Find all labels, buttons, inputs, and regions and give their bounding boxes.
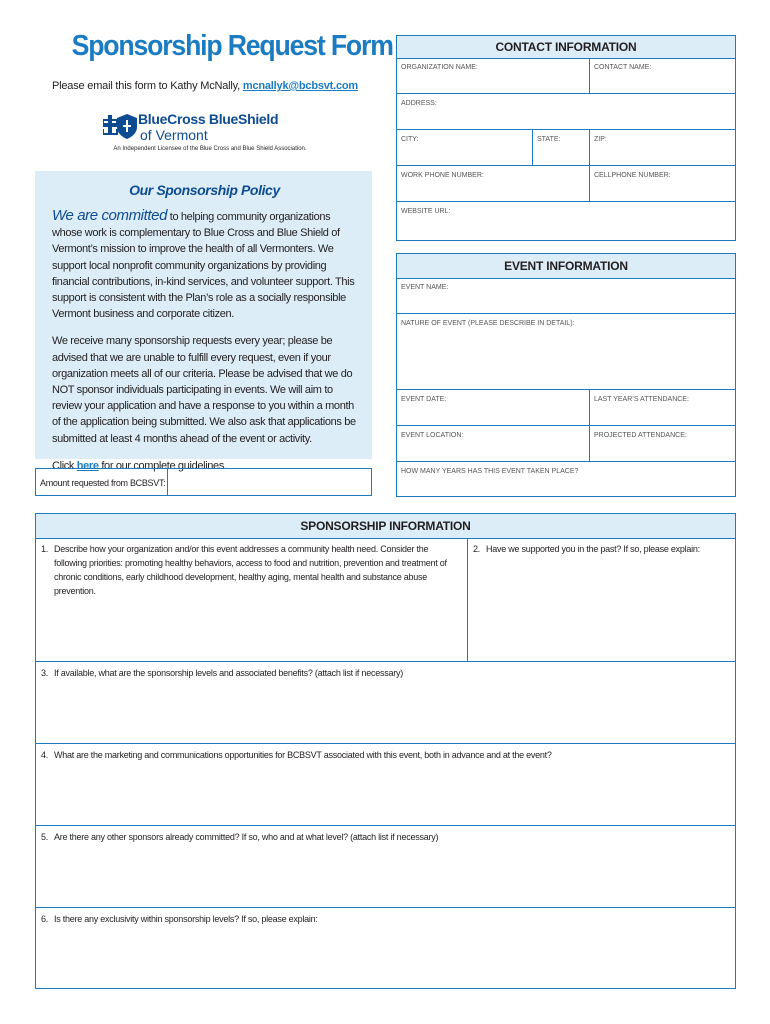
guidelines-text-after: for our complete guidelines. bbox=[98, 459, 227, 472]
sponsorship-policy-panel bbox=[35, 171, 372, 472]
question-2-text: Have we supported you in the past? If so, please explain: bbox=[486, 544, 700, 554]
question-4 bbox=[41, 748, 735, 762]
question-1 bbox=[41, 542, 455, 598]
policy-paragraph-1 bbox=[52, 208, 357, 322]
email-link[interactable]: mcnallyk@bcbsvt.com bbox=[242, 80, 359, 92]
form-title: Sponsorship Request Form bbox=[71, 30, 393, 62]
question-4-number: 4. bbox=[41, 750, 49, 760]
policy-paragraph-2: We receive many sponsorship requests every year; please be advised that we are unable to fulfill every request, even if your organization meets all of our criteria. Please be advised that we do NOT sponsor individuals participating in events. We will aim to review your application and have a response to you within a month of the application being submitted. We also ask that applications be submitted at least 4 months ahead of the event or activity. bbox=[52, 335, 356, 445]
question-3-number: 3. bbox=[41, 668, 49, 678]
policy-text-1: to helping community organizations whose work is complementary to Blue Cross and Blue Shield of Vermont’s mission to improve the health of all Vermonters. We support local nonprofit community organizations by providing financial contributions, in-kind services, and volunteer support. This support is consistent with the Plan’s role as a socially responsible Vermont business and corporate citizen. bbox=[52, 211, 355, 321]
event-date-field[interactable]: EVENT DATE: bbox=[397, 390, 590, 426]
question-5-field[interactable] bbox=[36, 826, 735, 908]
question-6-text: Is there any exclusivity within sponsorship levels? If so, please explain: bbox=[54, 914, 318, 924]
question-4-field[interactable] bbox=[36, 744, 735, 826]
cellphone-field[interactable]: CELLPHONE NUMBER: bbox=[590, 166, 735, 202]
address-field[interactable]: ADDRESS: bbox=[397, 94, 735, 130]
question-4-text: What are the marketing and communications opportunities for BCBSVT associated with this event, both in advance and at the event? bbox=[54, 750, 552, 760]
city-field[interactable]: CITY: bbox=[397, 130, 533, 166]
event-nature-field[interactable]: NATURE OF EVENT (PLEASE DESCRIBE IN DETAIL): bbox=[397, 314, 735, 390]
contact-name-field[interactable]: CONTACT NAME: bbox=[590, 58, 735, 94]
contact-heading: CONTACT INFORMATION bbox=[397, 36, 735, 59]
question-5-number: 5. bbox=[41, 832, 49, 842]
question-2-field[interactable] bbox=[468, 538, 735, 662]
licensee-note: An Independent Licensee of the Blue Cross and Blue Shield Association. bbox=[113, 146, 307, 152]
question-5 bbox=[41, 830, 735, 844]
event-name-field[interactable]: EVENT NAME: bbox=[397, 278, 735, 314]
policy-heading: Our Sponsorship Policy bbox=[129, 182, 280, 198]
amount-requested-field[interactable] bbox=[35, 468, 372, 496]
website-url-field[interactable]: WEBSITE URL: bbox=[401, 208, 451, 215]
question-6 bbox=[41, 912, 735, 926]
question-6-field[interactable] bbox=[36, 908, 735, 988]
policy-lead: We are committed bbox=[52, 207, 168, 224]
last-year-attendance-field[interactable]: LAST YEAR’S ATTENDANCE: bbox=[590, 390, 735, 426]
question-1-field[interactable] bbox=[36, 538, 468, 662]
contact-information-section bbox=[396, 35, 736, 241]
sponsorship-information-section bbox=[35, 513, 736, 989]
projected-attendance-field[interactable]: PROJECTED ATTENDANCE: bbox=[590, 426, 735, 462]
event-information-section bbox=[396, 253, 736, 497]
question-3-field[interactable] bbox=[36, 662, 735, 744]
email-instruction-text: Please email this form to Kathy McNally, bbox=[51, 80, 241, 92]
question-2 bbox=[473, 542, 735, 556]
bcbs-logo-icon bbox=[103, 111, 137, 141]
event-heading: EVENT INFORMATION bbox=[397, 254, 735, 279]
logo-subtitle: of Vermont bbox=[140, 127, 208, 143]
logo-name: BlueCross BlueShield bbox=[138, 111, 279, 127]
question-2-number: 2. bbox=[473, 544, 481, 554]
question-1-number: 1. bbox=[41, 544, 49, 554]
organization-name-field[interactable]: ORGANIZATION NAME: bbox=[397, 58, 590, 94]
question-1-text: Describe how your organization and/or this event addresses a community health need. Consider the following priorities: promoting healthy behaviors, access to food and nutrition, prevention and treatment of chronic conditions, early childhood development, healthy aging, mental health and substance abuse prevention. bbox=[54, 544, 447, 596]
zip-field[interactable]: ZIP: bbox=[590, 130, 735, 166]
question-6-number: 6. bbox=[41, 914, 49, 924]
guidelines-text-before: Click bbox=[52, 459, 77, 472]
question-5-text: Are there any other sponsors already committed? If so, who and at what level? (attach list if necessary) bbox=[54, 832, 439, 842]
amount-label: Amount requested from BCBSVT: bbox=[40, 478, 166, 488]
email-instruction bbox=[40, 80, 370, 92]
event-location-field[interactable]: EVENT LOCATION: bbox=[397, 426, 590, 462]
amount-divider bbox=[167, 469, 168, 495]
work-phone-field[interactable]: WORK PHONE NUMBER: bbox=[397, 166, 590, 202]
question-3-text: If available, what are the sponsorship levels and associated benefits? (attach list if necessary) bbox=[54, 668, 403, 678]
question-3 bbox=[41, 666, 735, 680]
guidelines-link[interactable]: here bbox=[76, 459, 99, 472]
event-years-field[interactable]: HOW MANY YEARS HAS THIS EVENT TAKEN PLACE? bbox=[401, 468, 579, 475]
state-field[interactable]: STATE: bbox=[533, 130, 590, 166]
sponsorship-heading: SPONSORSHIP INFORMATION bbox=[36, 514, 735, 539]
